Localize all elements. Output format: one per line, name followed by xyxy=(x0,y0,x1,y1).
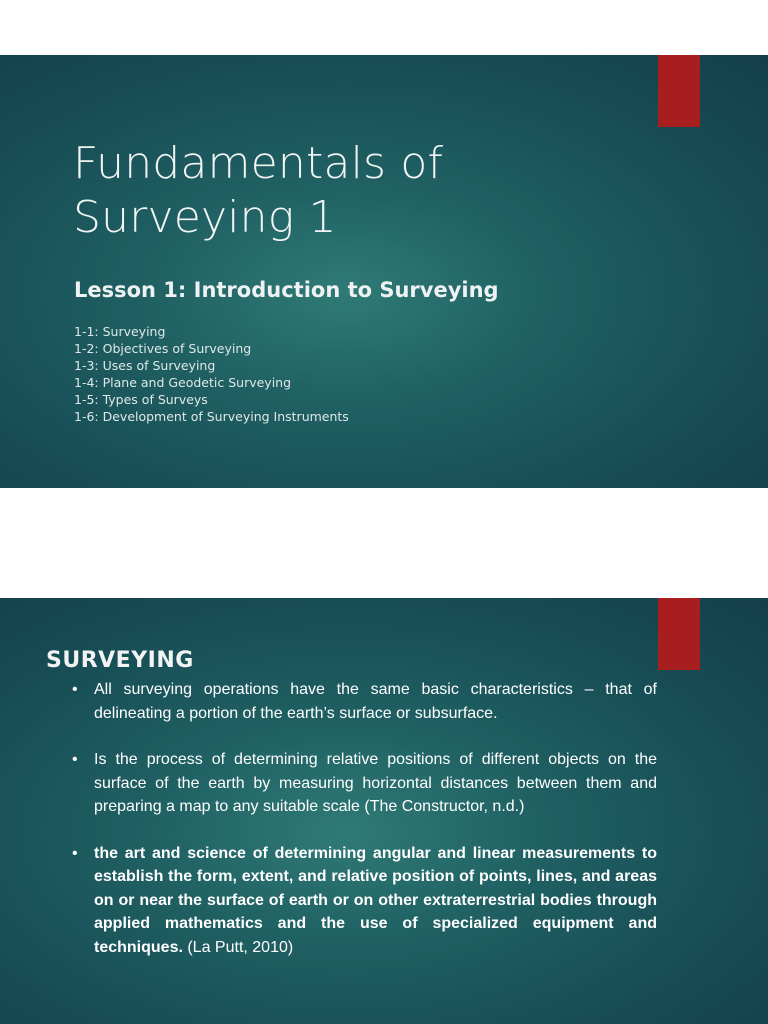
section-heading: SURVEYING xyxy=(46,648,194,673)
slide-title xyxy=(0,55,768,488)
bullet-citation: (La Putt, 2010) xyxy=(182,938,294,956)
lesson-subtitle: Lesson 1: Introduction to Surveying xyxy=(74,278,499,302)
title-line-1: Fundamentals of xyxy=(73,138,444,189)
slide-surveying xyxy=(0,598,768,1024)
bullet-text: the art and science of determining angular and linear measurements to establish the form, extent, and relative position of points, lines, and areas on or near the surface of earth or on other extraterrestrial bodies through applied mathematics and the use of specialized equipment and techniques. xyxy=(94,844,657,956)
bullet-icon: • xyxy=(72,751,78,768)
bullet-text: Is the process of determining relative positions of different objects on the surface of the earth by measuring horizontal distances between them and preparing a map to any suitable scale (The Constructor, n.d.) xyxy=(94,751,657,815)
topic-item: 1-2: Objectives of Surveying xyxy=(74,341,252,356)
bullet-item xyxy=(72,678,657,725)
title-line-2: Surveying 1 xyxy=(73,192,337,243)
topic-item: 1-3: Uses of Surveying xyxy=(74,358,216,373)
accent-bar xyxy=(658,55,700,127)
bullet-text: All surveying operations have the same basic characteristics – that of delineating a portion of the earth’s surface or subsurface. xyxy=(94,681,657,722)
topic-item: 1-1: Surveying xyxy=(74,324,166,339)
slide-title-heading xyxy=(73,137,673,245)
definition-list xyxy=(72,678,657,982)
bullet-item xyxy=(72,748,657,819)
bullet-icon: • xyxy=(72,844,78,862)
bullet-icon: • xyxy=(72,681,78,698)
topic-item: 1-4: Plane and Geodetic Surveying xyxy=(74,375,292,390)
topic-item: 1-5: Types of Surveys xyxy=(74,392,208,407)
topic-item: 1-6: Development of Surveying Instruments xyxy=(74,409,349,424)
accent-bar xyxy=(658,598,700,670)
lesson-topics-list xyxy=(74,323,349,425)
bullet-item xyxy=(72,842,657,960)
